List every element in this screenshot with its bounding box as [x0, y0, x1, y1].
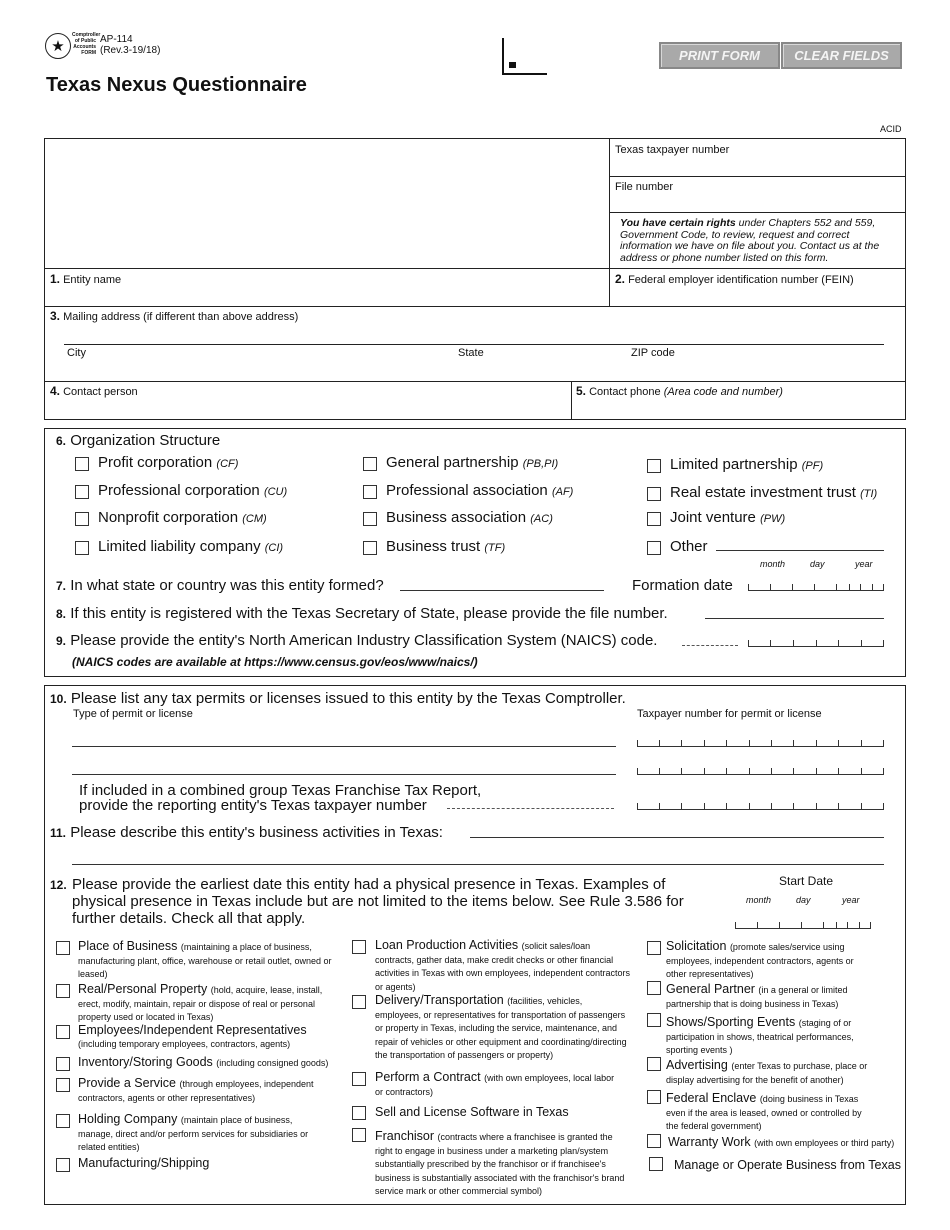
limited-partnership-checkbox[interactable]: [647, 459, 661, 473]
real-personal-property-label: Real/Personal Property (hold, acquire, lease, install, erect, modify, maintain, repair or dispose of real or personal property used or located in Texas): [78, 982, 323, 1022]
organization-structure-heading: 6. Organization Structure: [56, 432, 221, 449]
place-of-business-checkbox[interactable]: [56, 941, 70, 955]
loan-production-label: Loan Production Activities (solicit sales/loan contracts, gather data, make credit checks or other financial activities in Texas with own employees, independent contractors or agents): [375, 938, 630, 992]
manage-operate-business-label: Manage or Operate Business from Texas: [674, 1158, 901, 1172]
file-number-input[interactable]: [611, 194, 904, 211]
business-activities-input-2[interactable]: [72, 864, 884, 865]
contact-phone-label: 5. Contact phone (Area code and number): [576, 384, 783, 398]
perform-contract-checkbox[interactable]: [352, 1072, 366, 1086]
q8-label: 8. If this entity is registered with the Texas Secretary of State, please provide the file number.: [56, 605, 668, 622]
general-partnership-checkbox[interactable]: [363, 457, 377, 471]
other-input[interactable]: [716, 550, 884, 551]
form-revision: (Rev.3-19/18): [100, 45, 161, 56]
zip-input[interactable]: [628, 360, 884, 379]
fein-label: 2. Federal employer identification number (FEIN): [615, 272, 854, 286]
taxpayer-number-label: Texas taxpayer number: [615, 144, 730, 156]
permit-number-label: Taxpayer number for permit or license: [637, 708, 822, 720]
profit-corporation-label: Profit corporation (CF): [98, 454, 239, 471]
general-partnership-label: General partnership (PB,PI): [386, 454, 559, 471]
provide-service-checkbox[interactable]: [56, 1078, 70, 1092]
business-trust-checkbox[interactable]: [363, 541, 377, 555]
solicitation-checkbox[interactable]: [647, 941, 661, 955]
permit-type-label: Type of permit or license: [73, 708, 193, 720]
inventory-storing-goods-label: Inventory/Storing Goods (including consigned goods): [78, 1055, 329, 1069]
general-partner-label: General Partner (in a general or limited partnership that is doing business in Texas): [666, 982, 848, 1009]
reit-checkbox[interactable]: [647, 487, 661, 501]
naics-code-input[interactable]: [748, 638, 884, 647]
nonprofit-corporation-label: Nonprofit corporation (CM): [98, 509, 267, 526]
formation-year-label: year: [855, 559, 873, 569]
reporting-entity-number-input[interactable]: [637, 801, 884, 810]
mailing-address-label: 3. Mailing address (if different than above address): [50, 309, 299, 323]
professional-corporation-checkbox[interactable]: [75, 485, 89, 499]
franchisor-label: Franchisor (contracts where a franchisee is granted the right to engage in business under a marketing plan/system substantially prescribed by the franchisor or if franchisee's business is substantially associated with the franchisor's brand service mark or other commercial symbol): [375, 1129, 625, 1196]
business-trust-label: Business trust (TF): [386, 538, 506, 555]
delivery-transportation-checkbox[interactable]: [352, 995, 366, 1009]
formation-state-input[interactable]: [400, 590, 604, 591]
seal-text: Comptroller of Public Accounts FORM: [72, 32, 101, 56]
q12-label: Please provide the earliest date this entity had a physical presence in Texas. Examples of physical presence in Texas include but are not limited to the items below. See Rule 3.586 for further details. Check all that apply.: [72, 876, 684, 927]
start-day-label: day: [796, 895, 811, 905]
limited-partnership-label: Limited partnership (PF): [670, 456, 824, 473]
shows-sporting-events-label: Shows/Sporting Events (staging of or participation in shows, theatrical performances, sporting events ): [666, 1015, 854, 1055]
clear-fields-button[interactable]: CLEAR FIELDS: [781, 42, 902, 69]
formation-day-label: day: [810, 559, 825, 569]
entity-name-input[interactable]: [46, 286, 606, 305]
provide-service-label: Provide a Service (through employees, independent contractors, agents or other representatives): [78, 1076, 314, 1103]
mailing-address-input[interactable]: [64, 323, 884, 343]
llc-checkbox[interactable]: [75, 541, 89, 555]
reit-label: Real estate investment trust (TI): [670, 484, 878, 501]
loan-production-checkbox[interactable]: [352, 940, 366, 954]
formation-date-input[interactable]: [748, 582, 884, 591]
place-of-business-label: Place of Business (maintaining a place of business, manufacturing plant, office, warehouse or retail outlet, owned or leased): [78, 939, 332, 979]
q7-label: 7. In what state or country was this entity formed?: [56, 577, 384, 594]
shows-sporting-events-checkbox[interactable]: [647, 1013, 661, 1027]
manage-operate-business-checkbox[interactable]: [649, 1157, 663, 1171]
delivery-transportation-label: Delivery/Transportation (facilities, vehicles, employees, or representatives for transportation of passengers or property in Texas, including the service, maintenance, and repair of vehicles or other equipment and coordinating/directing the transportation of passengers or property): [375, 993, 627, 1060]
q12-number: 12.: [50, 878, 67, 892]
professional-association-checkbox[interactable]: [363, 485, 377, 499]
sos-file-number-input[interactable]: [705, 618, 884, 619]
form-number: AP-114: [100, 34, 133, 45]
manufacturing-shipping-label: Manufacturing/Shipping: [78, 1156, 210, 1170]
q9-label: 9. Please provide the entity's North American Industry Classification System (NAICS) code.: [56, 632, 658, 649]
contact-phone-input[interactable]: [574, 398, 904, 418]
start-date-input[interactable]: [735, 920, 871, 929]
holding-company-checkbox[interactable]: [56, 1114, 70, 1128]
sell-license-software-label: Sell and License Software in Texas: [375, 1105, 569, 1119]
manufacturing-shipping-checkbox[interactable]: [56, 1158, 70, 1172]
page-title: Texas Nexus Questionnaire: [46, 74, 307, 96]
combined-group-label: If included in a combined group Texas Franchise Tax Report, provide the reporting entity's Texas taxpayer number: [79, 782, 482, 814]
form-number-block: [100, 34, 160, 56]
fein-input[interactable]: [611, 286, 904, 305]
business-association-label: Business association (AC): [386, 509, 553, 526]
llc-label: Limited liability company (CI): [98, 538, 284, 555]
permit-type-input-2[interactable]: [72, 774, 616, 775]
advertising-checkbox[interactable]: [647, 1057, 661, 1071]
print-form-button[interactable]: PRINT FORM: [659, 42, 780, 69]
formation-month-label: month: [760, 559, 786, 569]
start-month-label: month: [746, 895, 772, 905]
contact-person-label: 4. Contact person: [50, 384, 138, 398]
solicitation-label: Solicitation (promote sales/service using employees, independent contractors, agents or other representatives): [666, 939, 854, 979]
warranty-work-label: Warranty Work (with own employees or third party): [668, 1135, 895, 1149]
q10-label: 10. Please list any tax permits or licenses issued to this entity by the Texas Comptroller.: [50, 690, 626, 707]
inventory-storing-goods-checkbox[interactable]: [56, 1057, 70, 1071]
other-checkbox[interactable]: [647, 541, 661, 555]
permit-number-input-2[interactable]: [637, 766, 884, 775]
business-activities-input-1[interactable]: [470, 837, 884, 838]
professional-association-label: Professional association (AF): [386, 482, 574, 499]
joint-venture-checkbox[interactable]: [647, 512, 661, 526]
warranty-work-checkbox[interactable]: [647, 1134, 661, 1148]
real-personal-property-checkbox[interactable]: [56, 984, 70, 998]
entity-name-label: 1. Entity name: [50, 272, 122, 286]
rights-notice: You have certain rights under Chapters 552 and 559, Government Code, to review, request and correct information we have on file about you. Contact us at the address or phone number listed on this form.: [620, 217, 880, 264]
advertising-label: Advertising (enter Texas to purchase, place or display advertising for the benefit of another): [666, 1058, 868, 1085]
city-label: City: [67, 347, 86, 359]
texas-seal-icon: ★: [45, 33, 71, 59]
start-year-label: year: [842, 895, 860, 905]
state-label: State: [458, 347, 484, 359]
joint-venture-label: Joint venture (PW): [670, 509, 786, 526]
sell-license-software-checkbox[interactable]: [352, 1106, 366, 1120]
general-partner-checkbox[interactable]: [647, 981, 661, 995]
start-date-label: Start Date: [779, 874, 834, 888]
state-input[interactable]: [455, 360, 615, 379]
employees-representatives-checkbox[interactable]: [56, 1025, 70, 1039]
naics-note: (NAICS codes are available at https://www.census.gov/eos/www/naics/): [72, 655, 478, 669]
perform-contract-label: Perform a Contract (with own employees, local labor or contractors): [375, 1070, 615, 1097]
taxpayer-number-input[interactable]: [611, 158, 904, 175]
permit-number-input-1[interactable]: [637, 738, 884, 747]
acid-label: ACID: [880, 124, 902, 134]
holding-company-label: Holding Company (maintain place of business, manage, direct and/or perform services for subsidiaries or related entities): [78, 1112, 309, 1152]
franchisor-checkbox[interactable]: [352, 1128, 366, 1142]
professional-corporation-label: Professional corporation (CU): [98, 482, 288, 499]
employees-representatives-label: Employees/Independent Representatives (including temporary employees, contractors, agents): [78, 1023, 307, 1049]
zip-label: ZIP code: [631, 347, 675, 359]
federal-enclave-checkbox[interactable]: [647, 1090, 661, 1104]
file-number-label: File number: [615, 181, 674, 193]
nonprofit-corporation-checkbox[interactable]: [75, 512, 89, 526]
business-association-checkbox[interactable]: [363, 512, 377, 526]
city-input[interactable]: [64, 360, 444, 379]
barcode-mark: [502, 38, 547, 75]
profit-corporation-checkbox[interactable]: [75, 457, 89, 471]
contact-person-input[interactable]: [46, 398, 568, 418]
permit-type-input-1[interactable]: [72, 746, 616, 747]
q11-label: 11. Please describe this entity's business activities in Texas:: [50, 824, 443, 841]
federal-enclave-label: Federal Enclave (doing business in Texas even if the area is leased, owned or controlled by the federal government): [666, 1091, 862, 1131]
other-label: Other: [670, 538, 708, 555]
formation-date-label: Formation date: [632, 577, 733, 594]
